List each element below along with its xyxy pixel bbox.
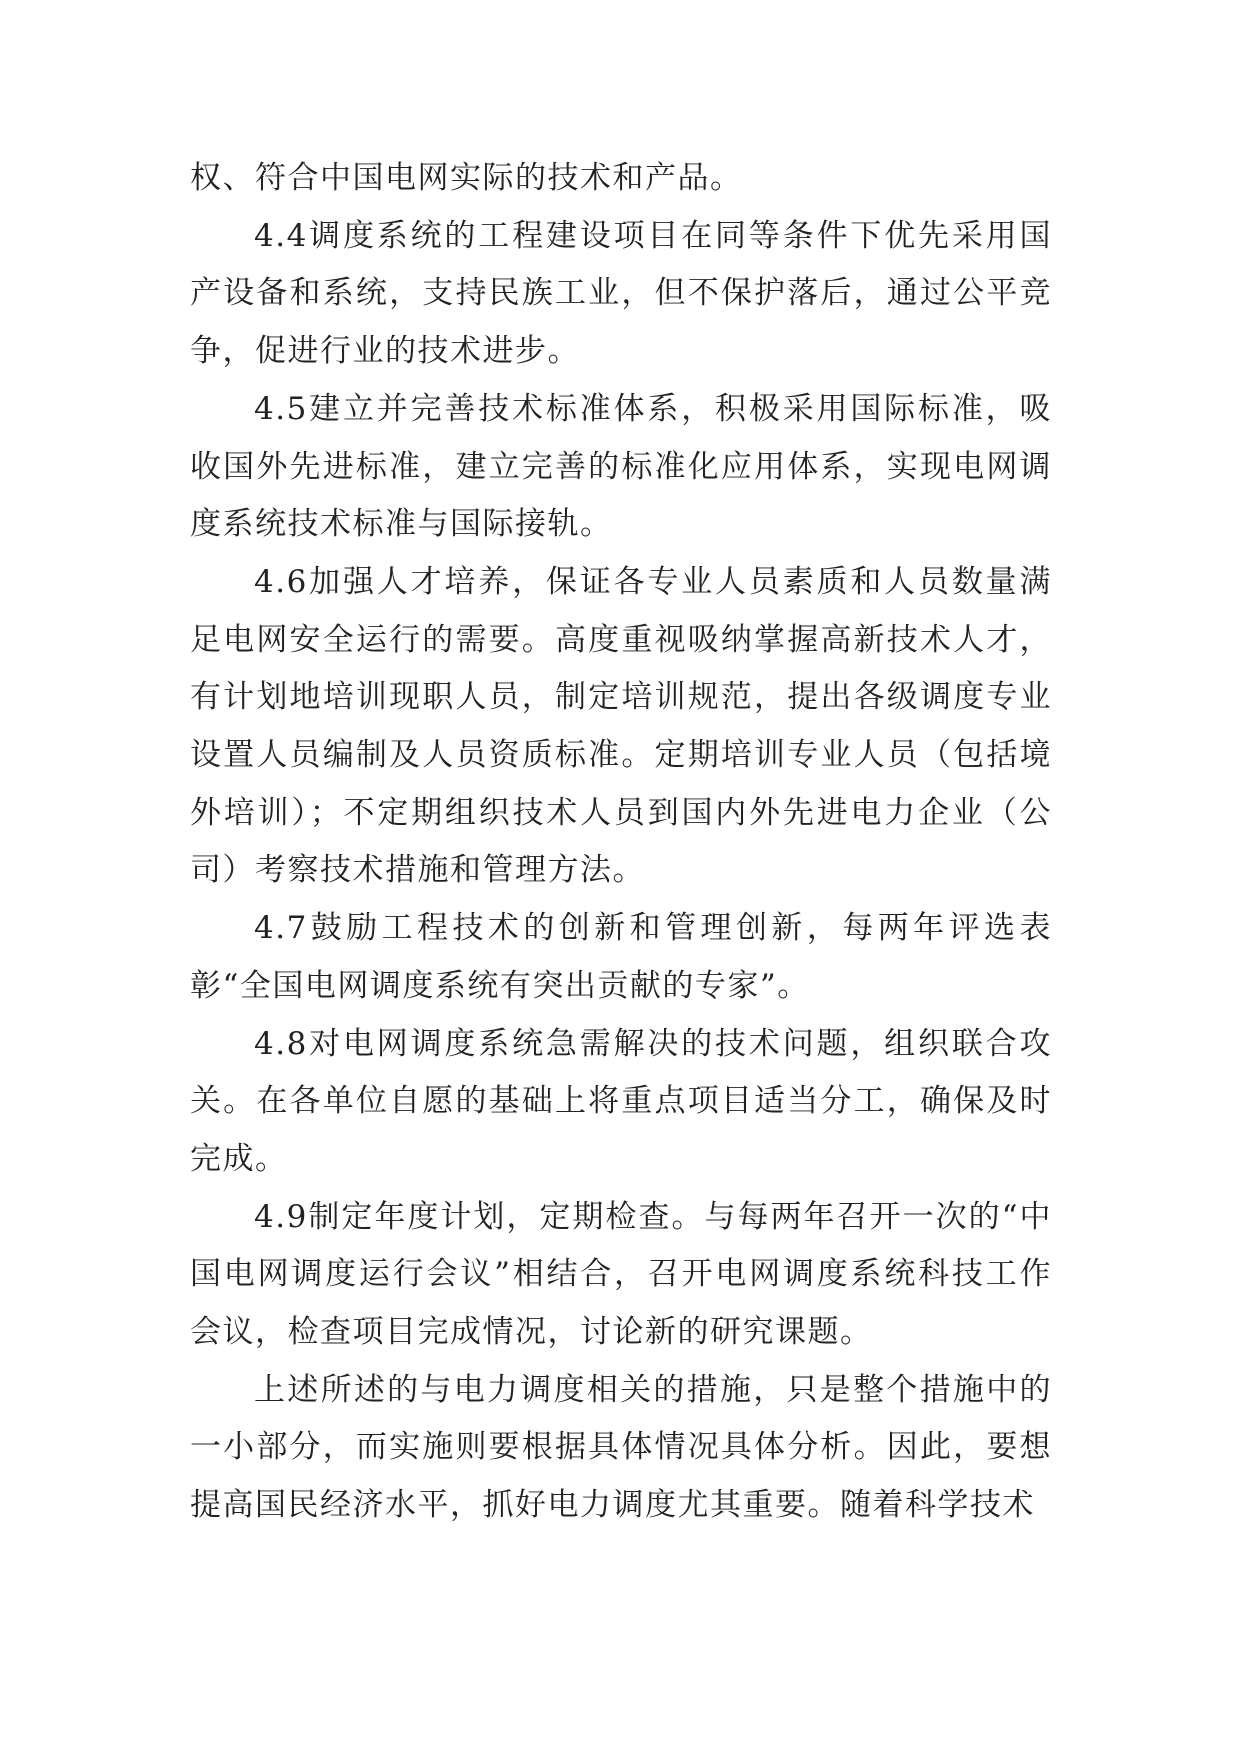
paragraph-4-7: 4.7鼓励工程技术的创新和管理创新，每两年评选表彰“全国电网调度系统有突出贡献的专家”。 — [190, 910, 1052, 1004]
paragraph-4-4: 4.4调度系统的工程建设项目在同等条件下优先采用国产设备和系统，支持民族工业，但不保护落后，通过公平竞争，促进行业的技术进步。 — [190, 217, 1052, 370]
paragraph-4-8: 4.8对电网调度系统急需解决的技术问题，组织联合攻关。在各单位自愿的基础上将重点项目适当分工，确保及时完成。 — [190, 1025, 1052, 1177]
document-body — [190, 150, 1052, 1535]
paragraph-4-6: 4.6加强人才培养，保证各专业人员素质和人员数量满足电网安全运行的需要。高度重视吸纳掌握高新技术人才，有计划地培训现职人员，制定培训规范，提出各级调度专业设置人员编制及人员资质标准。定期培训专业人员（包括境外培训）；不定期组织技术人员到国内外先进电力企业（公司）考察技术措施和管理方法。 — [190, 563, 1052, 889]
paragraph-4-5: 4.5建立并完善技术标准体系，积极采用国际标准，吸收国外先进标准，建立完善的标准化应用体系，实现电网调度系统技术标准与国际接轨。 — [190, 390, 1052, 543]
paragraph-summary: 上述所述的与电力调度相关的措施，只是整个措施中的一小部分，而实施则要根据具体情况具体分析。因此，要想提高国民经济水平，抓好电力调度尤其重要。随着科学技术 — [190, 1371, 1052, 1524]
paragraph-4-9: 4.9制定年度计划，定期检查。与每两年召开一次的“中国电网调度运行会议”相结合，召开电网调度系统科技工作会议，检查项目完成情况，讨论新的研究课题。 — [190, 1198, 1052, 1351]
paragraph-continuation: 权、符合中国电网实际的技术和产品。 — [190, 160, 743, 196]
